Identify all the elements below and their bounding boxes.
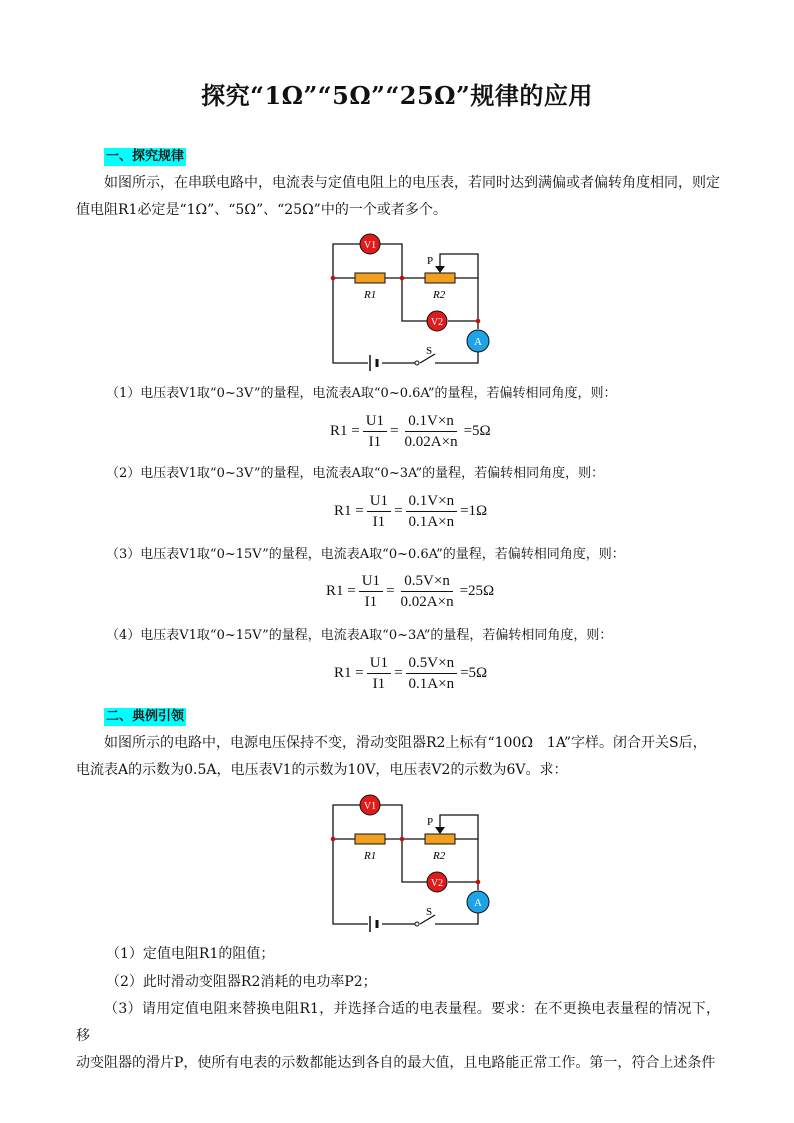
question-3 bbox=[76, 996, 720, 1077]
svg-text:A: A bbox=[474, 897, 482, 909]
svg-text:V1: V1 bbox=[363, 801, 377, 812]
equation-4: R1 = $\frac{U1}{I1}$ = $\frac{0.5V\times n}{0.1A\times n}$ =5Ω bbox=[334, 655, 488, 692]
para-line-2: 电流表A的示数为0.5A，电压表V1的示数为10V，电压表V2的示数为6V。求： bbox=[76, 762, 568, 778]
intro-line-1: 如图所示，在串联电路中，电流表与定值电阻上的电压表，若同时达到满偏或者偏转角度相同，则定 bbox=[104, 175, 720, 191]
svg-text:V1: V1 bbox=[363, 240, 377, 251]
q3-line-1: （3）请用定值电阻来替换电阻R1，并选择合适的电表量程。要求：在不更换电表量程的情况下，移 bbox=[76, 1001, 720, 1044]
case-2-text: （2）电压表V1取“0~3V”的量程，电流表A取“0~3A”的量程，若偏转相同角度，则： bbox=[106, 466, 605, 481]
slider-label: P bbox=[427, 255, 434, 267]
circuit-diagram-2 bbox=[320, 789, 500, 935]
section1-intro bbox=[76, 170, 720, 224]
r2-label: R2 bbox=[433, 850, 446, 862]
switch-label: S bbox=[426, 906, 433, 918]
case-3-text: （3）电压表V1取“0~15V”的量程，电流表A取“0~0.6A”的量程，若偏转相同角度，则： bbox=[106, 547, 625, 562]
section2-para bbox=[76, 730, 720, 784]
ammeter-icon bbox=[467, 891, 489, 913]
ammeter-icon bbox=[467, 330, 489, 352]
page-title: 探究“1Ω”“5Ω”“25Ω”规律的应用 bbox=[201, 81, 593, 110]
q3-line-2: 动变阻器的滑片P，使所有电表的示数都能达到各自的最大值，且电路能正常工作。第一，符合上述条件 bbox=[76, 1055, 716, 1071]
r1-label: R1 bbox=[364, 289, 377, 301]
case-1-text: （1）电压表V1取“0~3V”的量程，电流表A取“0~0.6A”的量程，若偏转相同角度，则： bbox=[106, 386, 617, 401]
equation-1: R1 = $\frac{U1}{I1}$ = $\frac{0.1V\times n}{0.02A\times n}$ =5Ω bbox=[330, 413, 491, 450]
svg-text:A: A bbox=[474, 336, 482, 348]
switch-label: S bbox=[426, 345, 433, 357]
voltmeter-v1-icon bbox=[360, 234, 380, 254]
circuit-diagram-1 bbox=[320, 228, 500, 374]
r2-label: R2 bbox=[433, 289, 446, 301]
voltmeter-v2-icon bbox=[427, 311, 447, 331]
svg-text:V2: V2 bbox=[430, 317, 444, 328]
r1-label: R1 bbox=[364, 850, 377, 862]
question-1: （1）定值电阻R1的阻值； bbox=[106, 946, 275, 962]
svg-text:V2: V2 bbox=[430, 878, 444, 889]
equation-3: R1 = $\frac{U1}{I1}$ = $\frac{0.5V\times n}{0.02A\times n}$ =25Ω bbox=[326, 573, 495, 610]
equation-2: R1 = $\frac{U1}{I1}$ = $\frac{0.1V\times n}{0.1A\times n}$ =1Ω bbox=[334, 493, 488, 530]
question-2: （2）此时滑动变阻器R2消耗的电功率P2； bbox=[106, 974, 377, 990]
voltmeter-v1-icon bbox=[360, 795, 380, 815]
para-line-1: 如图所示的电路中，电源电压保持不变，滑动变阻器R2上标有“100Ω 1A”字样。闭合开关S后， bbox=[104, 735, 707, 751]
case-4-text: （4）电压表V1取“0~15V”的量程，电流表A取“0~3A”的量程，若偏转相同角度，则： bbox=[106, 628, 613, 643]
slider-label: P bbox=[427, 816, 434, 828]
voltmeter-v2-icon bbox=[427, 872, 447, 892]
section-heading-1: 一、探究规律 bbox=[106, 149, 185, 164]
section-heading-2: 二、典例引领 bbox=[106, 709, 185, 724]
intro-line-2: 值电阻R1必定是“1Ω”、“5Ω”、“25Ω”中的一个或者多个。 bbox=[76, 202, 447, 218]
